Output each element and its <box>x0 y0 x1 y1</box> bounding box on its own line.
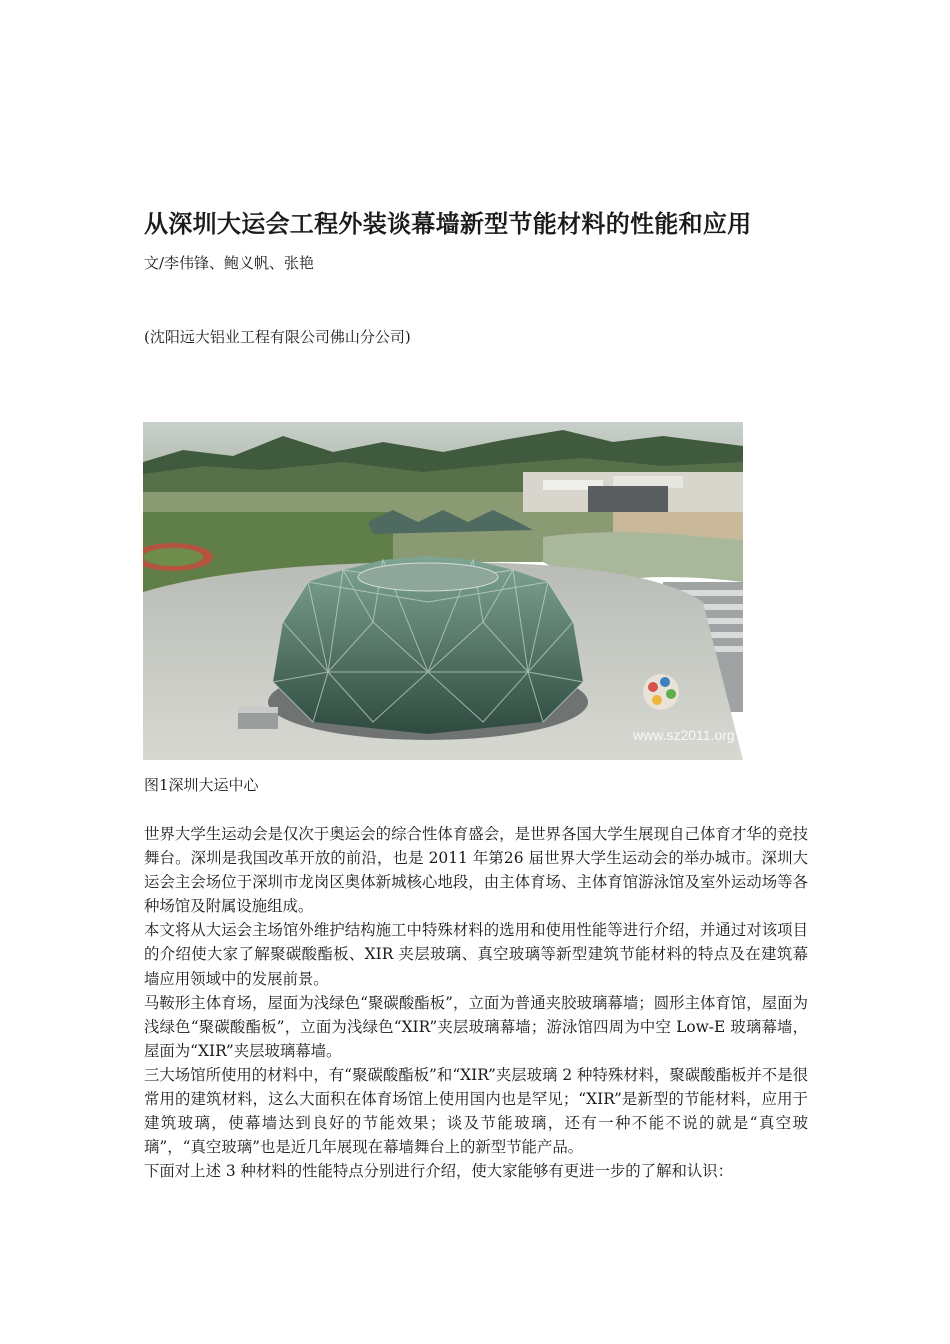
paragraph: 三大场馆所使用的材料中，有“聚碳酸酯板”和“XIR”夹层玻璃 2 种特殊材料，聚碳酸酯板并不是很常用的建筑材料，这么大面积在体育场馆上使用国内也是罕见；“XIR”是新型的节能材料，应用于建筑玻璃，使幕墙达到良好的节能效果；谈及节能玻璃，还有一种不能不说的就是“真空玻璃”，“真空玻璃”也是近几年展现在幕墙舞台上的新型节能产品。 <box>144 1065 808 1157</box>
figure-caption: 图1深圳大运中心 <box>144 776 259 794</box>
article-affiliation: (沈阳远大铝业工程有限公司佛山分公司) <box>144 328 411 346</box>
paragraph: 下面对上述 3 种材料的性能特点分别进行介绍，使大家能够有更进一步的了解和认识： <box>144 1162 734 1181</box>
stadium-photo <box>143 422 743 760</box>
article-authors: 文/李伟锋、鲍义帆、张艳 <box>144 254 315 272</box>
paragraph: 马鞍形主体育场，屋面为浅绿色“聚碳酸酯板”，立面为普通夹胶玻璃幕墙；圆形主体育馆，屋面为浅绿色“聚碳酸酯板”，立面为浅绿色“XIR”夹层玻璃幕墙；游泳馆四周为中空 Low-E 玻璃幕墙，屋面为“XIR”夹层玻璃幕墙。 <box>144 993 808 1060</box>
photo-watermark: www.sz2011.org <box>633 727 735 743</box>
paragraph: 本文将从大运会主场馆外维护结构施工中特殊材料的选用和使用性能等进行介绍，并通过对该项目的介绍使大家了解聚碳酸酯板、XIR 夹层玻璃、真空玻璃等新型建筑节能材料的特点及在建筑幕墙应用领域中的发展前景。 <box>144 921 808 988</box>
paragraph: 世界大学生运动会是仅次于奥运会的综合性体育盛会，是世界各国大学生展现自己体育才华的竞技舞台。深圳是我国改革开放的前沿，也是 2011 年第26 届世界大学生运动会的举办城市。深圳大运会主会场位于深圳市龙岗区奥体新城核心地段，由主体育场、主体育馆游泳馆及室外运动场等各种场馆及附属设施组成。 <box>144 825 808 916</box>
article-title: 从深圳大运会工程外装谈幕墙新型节能材料的性能和应用 <box>144 209 752 238</box>
article-body <box>144 822 808 1183</box>
